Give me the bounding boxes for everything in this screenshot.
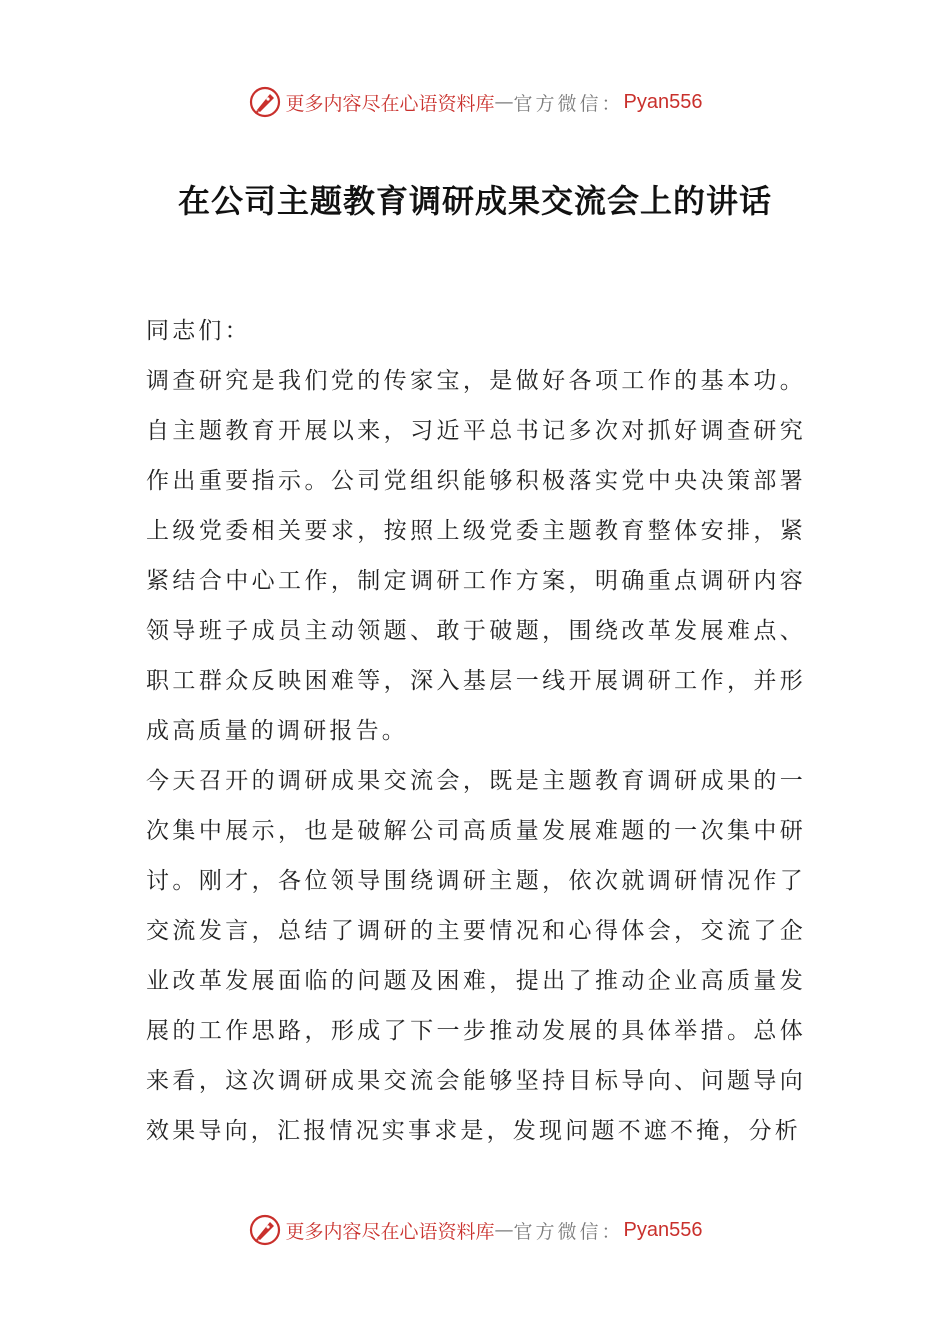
- body-paragraph: 今天召开的调研成果交流会，既是主题教育调研成果的一次集中展示，也是破解公司高质量发展难题的一次集中研讨。刚才，各位领导围绕调研主题，依次就调研情况作了交流发言，总结了调研的主要情况和心得体会，交流了企业改革发展面临的问题及困难，提出了推动企业高质量发展的工作思路，形成了下一步推动发展的具体举措。总体来看，这次调研成果交流会能够坚持目标导向、问题导向效果导向，汇报情况实事求是，发现问题不遮不掩，分析: [146, 768, 806, 1144]
- document-body: [146, 306, 806, 1156]
- header-watermark-banner: [0, 84, 950, 120]
- banner-wechat-label: 官方微信：: [513, 1220, 624, 1243]
- pen-nib-logo-icon: [248, 85, 282, 119]
- body-paragraph: 调查研究是我们党的传家宝，是做好各项工作的基本功。自主题教育开展以来，习近平总书记多次对抓好调查研究作出重要指示。公司党组织能够积极落实党中央决策部署上级党委相关要求，按照上级党委主题教育整体安排，紧紧结合中心工作，制定调研工作方案，明确重点调研内容领导班子成员主动领题、敢于破题，围绕改革发展难点、职工群众反映困难等，深入基层一线开展调研工作，并形成高质量的调研报告。: [146, 368, 806, 744]
- banner-wechat-label: 官方微信：: [513, 92, 624, 115]
- banner-wechat-id: Pyan556: [623, 1218, 703, 1241]
- banner-separator: —: [494, 1219, 514, 1241]
- pen-nib-logo-icon: [248, 1213, 282, 1247]
- banner-brand-text: 更多内容尽在心语资料库: [285, 1220, 495, 1243]
- banner-separator: —: [494, 91, 514, 113]
- salutation: 同志们：: [146, 318, 251, 344]
- document-title: 在公司主题教育调研成果交流会上的讲话: [177, 182, 772, 220]
- banner-brand-text: 更多内容尽在心语资料库: [285, 92, 495, 115]
- banner-wechat-id: Pyan556: [623, 90, 703, 113]
- footer-watermark-banner: [0, 1212, 950, 1248]
